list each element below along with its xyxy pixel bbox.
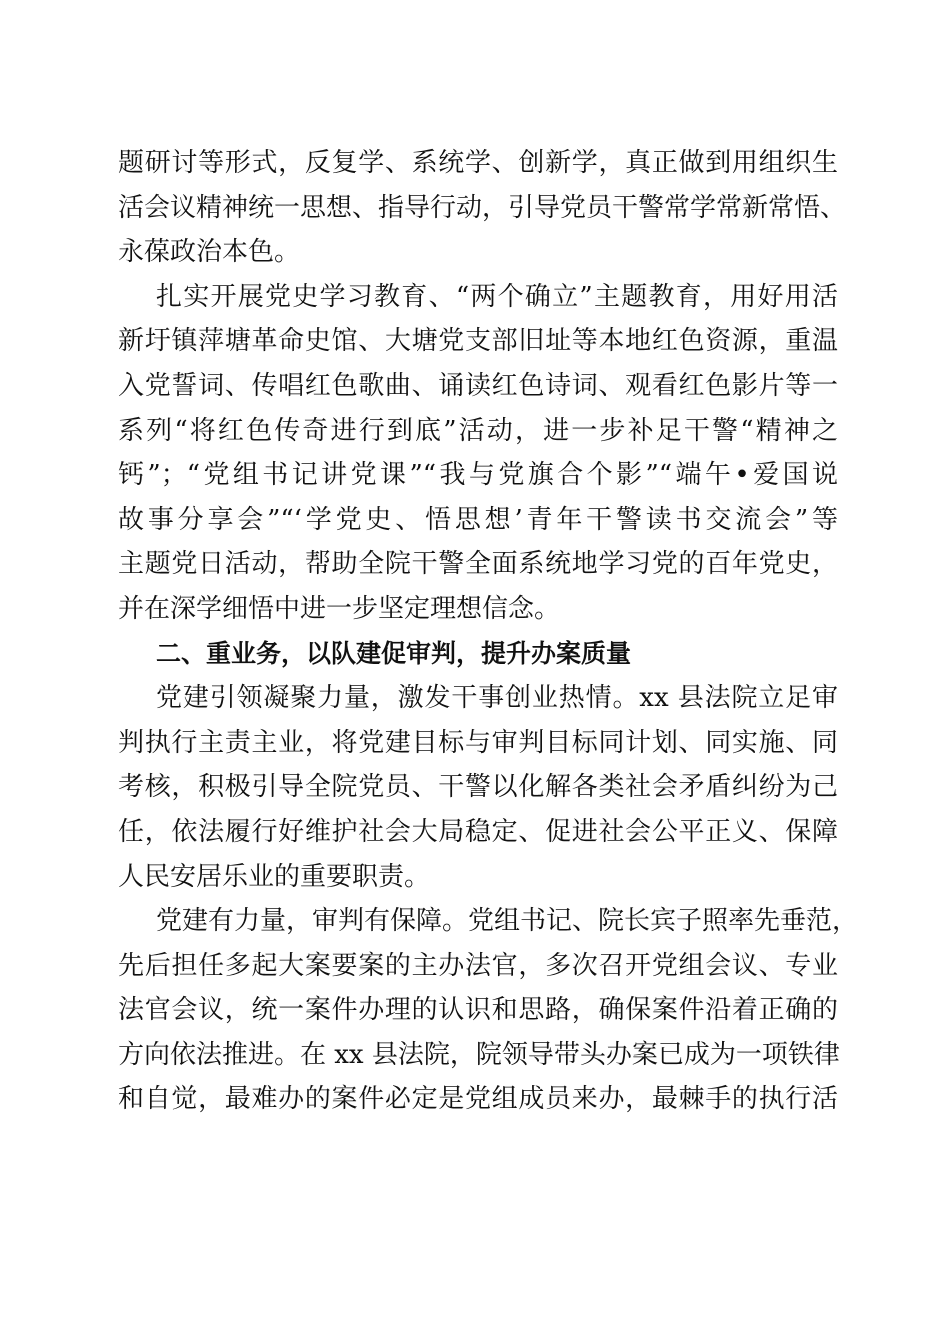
paragraph-2 [118, 275, 838, 632]
text-line: 人民安居乐业的重要职责。 [118, 861, 431, 892]
text-line: 永葆政治本色。 [118, 237, 301, 268]
text-line: 活会议精神统一思想、指导行动，引导党员干警常学常新常悟、 [118, 192, 847, 223]
text-line: 钙”；“党组书记讲党课”“我与党旗合个影”“端午•爱国说 [118, 460, 838, 491]
text-line: 方向依法推进。在 xx 县法院，院领导带头办案已成为一项铁律 [118, 1039, 840, 1070]
text-line: 党建引领凝聚力量，激发干事创业热情。xx 县法院立足审 [156, 683, 838, 714]
text-line: 任，依法履行好维护社会大局稳定、促进社会公平正义、保障 [118, 816, 838, 847]
document-body [118, 141, 859, 1122]
text-line: 新圩镇萍塘革命史馆、大塘党支部旧址等本地红色资源，重温 [118, 326, 838, 357]
text-line: 故事分享会”“‘学党史、悟思想’青年干警读书交流会”等 [118, 504, 838, 535]
paragraph-3 [118, 676, 838, 899]
section-heading: 二、重业务，以队建促审判，提升办案质量 [156, 638, 632, 668]
paragraph-4 [118, 899, 859, 1122]
text-line: 入党誓词、传唱红色歌曲、诵读红色诗词、观看红色影片等一 [118, 370, 838, 401]
text-line: 党建有力量，审判有保障。党组书记、院长宾子照率先垂范， [156, 906, 859, 937]
text-line: 系列“将红色传奇进行到底”活动，进一步补足干警“精神之 [118, 415, 838, 446]
text-line: 法官会议，统一案件办理的认识和思路，确保案件沿着正确的 [118, 995, 838, 1026]
text-line: 主题党日活动，帮助全院干警全面系统地学习党的百年党史， [118, 549, 838, 580]
text-line: 题研讨等形式，反复学、系统学、创新学，真正做到用组织生 [118, 148, 838, 178]
text-line: 并在深学细悟中进一步坚定理想信念。 [118, 593, 561, 624]
text-line: 先后担任多起大案要案的主办法官，多次召开党组会议、专业 [118, 950, 838, 981]
text-line: 扎实开展党史学习教育、“两个确立”主题教育，用好用活 [156, 281, 838, 312]
text-line: 和自觉，最难办的案件必定是党组成员来办，最棘手的执行活 [118, 1084, 838, 1115]
paragraph-1 [118, 141, 847, 275]
text-line: 判执行主责主业，将党建目标与审判目标同计划、同实施、同 [118, 727, 838, 758]
text-line: 考核，积极引导全院党员、干警以化解各类社会矛盾纠纷为己 [118, 772, 838, 803]
section-heading-block [118, 632, 838, 677]
